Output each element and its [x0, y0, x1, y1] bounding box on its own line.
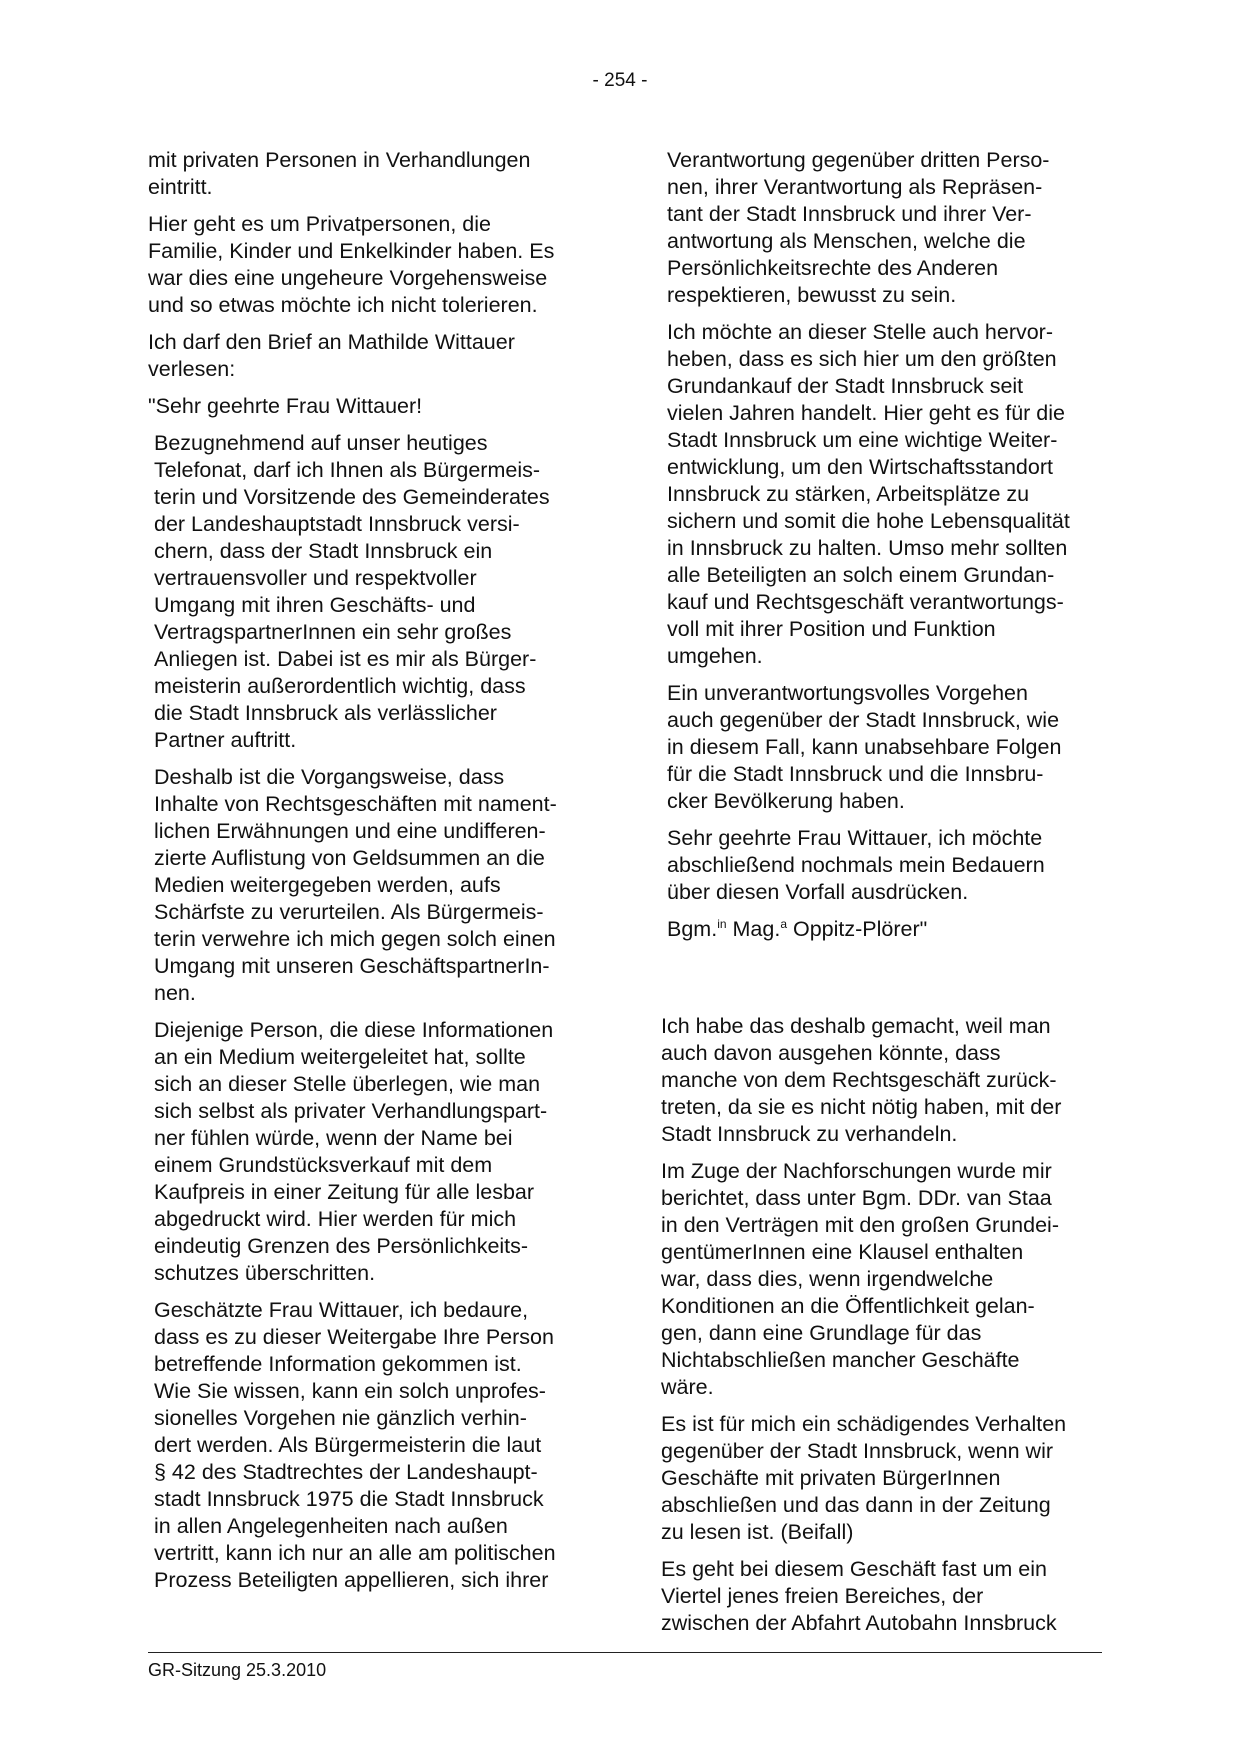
letter-paragraph: Bezugnehmend auf unser heutiges Telefonat, darf ich Ihnen als Bürgermeis- terin und Vorsitzende des Gemeinderates der Landeshauptstadt Innsbruck versi- chern, dass der Stadt Innsbruck ein vertrauensvoller und respektvoller Umgang mit ihren Geschäfts- und VertragspartnerInnen ein sehr großes Anliegen ist. Dabei ist es mir als Bürger- meisterin außerordentlich wichtig, dass die Stadt Innsbruck als verlässlicher Partner auftritt. — [154, 431, 550, 752]
letter-paragraph: Geschätzte Frau Wittauer, ich bedaure, dass es zu dieser Weitergabe Ihre Person betreffende Information gekommen ist. Wie Sie wissen, kann ein solch unprofes- sionelles Vorgehen nie gänzlich verhin- dert werden. Als Bürgermeisterin die laut § 42 des Stadtrechtes der Landeshaupt- stadt Innsbruck 1975 die Stadt Innsbruck in allen Angelegenheiten nach außen vertritt, kann ich nur an alle am politischen Prozess Beteiligten appellieren, sich ihrer — [154, 1298, 556, 1592]
letter-paragraph: Ich möchte an dieser Stelle auch hervor- heben, dass es sich hier um den größten Grundankauf der Stadt Innsbruck seit vielen Jahren handelt. Hier geht es für die Stadt Innsbruck um eine wichtige Weiter- entwicklung, um den Wirtschaftsstandort Innsbruck zu stärken, Arbeitsplätze zu sichern und somit die hohe Lebensqualität in Innsbruck zu halten. Umso mehr sollten alle Beteiligten an solch einem Grundan- kauf und Rechtsgeschäft verantwortungs- voll mit ihrer Position und Funktion umgehen. — [667, 320, 1070, 668]
right-column-letter — [667, 147, 1117, 953]
right-column-speech — [661, 1013, 1117, 1647]
letter-paragraph: Ein unverantwortungsvolles Vorgehen auch gegenüber der Stadt Innsbruck, wie in diesem Fall, kann unabsehbare Folgen für die Stadt Innsbruck und die Innsbru- cker Bevölkerung haben. — [667, 681, 1062, 813]
paragraph: Es geht bei diesem Geschäft fast um ein Viertel jenes freien Bereiches, der zwischen der Abfahrt Autobahn Innsbruck — [661, 1557, 1057, 1635]
paragraph: mit privaten Personen in Verhandlungen eintritt. — [148, 148, 531, 199]
left-column — [148, 147, 608, 1604]
paragraph: Im Zuge der Nachforschungen wurde mir berichtet, dass unter Bgm. DDr. van Staa in den Verträgen mit den großen Grundei- gentümerInnen eine Klausel enthalten war, dass dies, wenn irgendwelche Konditionen an die Öffentlichkeit gelan- gen, dann eine Grundlage für das Nichtabschließen mancher Geschäfte wäre. — [661, 1159, 1059, 1399]
paragraph: Hier geht es um Privatpersonen, die Familie, Kinder und Enkelkinder haben. Es war dies eine ungeheure Vorgehensweise und so etwas möchte ich nicht tolerieren. — [148, 212, 555, 317]
page-number: - 254 - — [592, 70, 648, 91]
footer-divider — [148, 1652, 1102, 1653]
letter-signature: Bgm.$^{in}$ Mag.$^a$ Oppitz-Plörer" — [667, 916, 928, 941]
paragraph: Ich darf den Brief an Mathilde Wittauer verlesen: — [148, 330, 515, 381]
paragraph: Es ist für mich ein schädigendes Verhalten gegenüber der Stadt Innsbruck, wenn wir Geschäfte mit privaten BürgerInnen abschließen und das dann in der Zeitung zu lesen ist. (Beifall) — [661, 1412, 1067, 1544]
letter-paragraph: Diejenige Person, die diese Informationen an ein Medium weitergeleitet hat, sollte sich an dieser Stelle überlegen, wie man sich selbst als privater Verhandlungspart- ner fühlen würde, wenn der Name bei einem Grundstücksverkauf mit dem Kaufpreis in einer Zeitung für alle lesbar abgedruckt wird. Hier werden für mich eindeutig Grenzen des Persönlichkeits- schutzes überschritten. — [154, 1018, 554, 1285]
letter-paragraph: Deshalb ist die Vorgangsweise, dass Inhalte von Rechtsgeschäften mit nament- lichen Erwähnungen und eine undifferen- zierte Auflistung von Geldsummen an die Medien weitergegeben werden, aufs Schärfste zu verurteilen. Als Bürgermeis- terin verwehre ich mich gegen solch einen Umgang mit unseren GeschäftspartnerIn- nen. — [154, 765, 557, 1005]
letter-paragraph: Verantwortung gegenüber dritten Perso- nen, ihrer Verantwortung als Repräsen- tant der Stadt Innsbruck und ihrer Ver- antwortung als Menschen, welche die Persönlichkeitsrechte des Anderen respektieren, bewusst zu sein. — [667, 148, 1050, 307]
letter-paragraph: Sehr geehrte Frau Wittauer, ich möchte abschließend nochmals mein Bedauern über diesen Vorfall ausdrücken. — [667, 826, 1045, 904]
footer-text: GR-Sitzung 25.3.2010 — [148, 1660, 327, 1680]
letter-salutation: "Sehr geehrte Frau Wittauer! — [148, 394, 423, 418]
paragraph: Ich habe das deshalb gemacht, weil man auch davon ausgehen könnte, dass manche von dem Rechtsgeschäft zurück- treten, da sie es nicht nötig haben, mit der Stadt Innsbruck zu verhandeln. — [661, 1014, 1062, 1146]
